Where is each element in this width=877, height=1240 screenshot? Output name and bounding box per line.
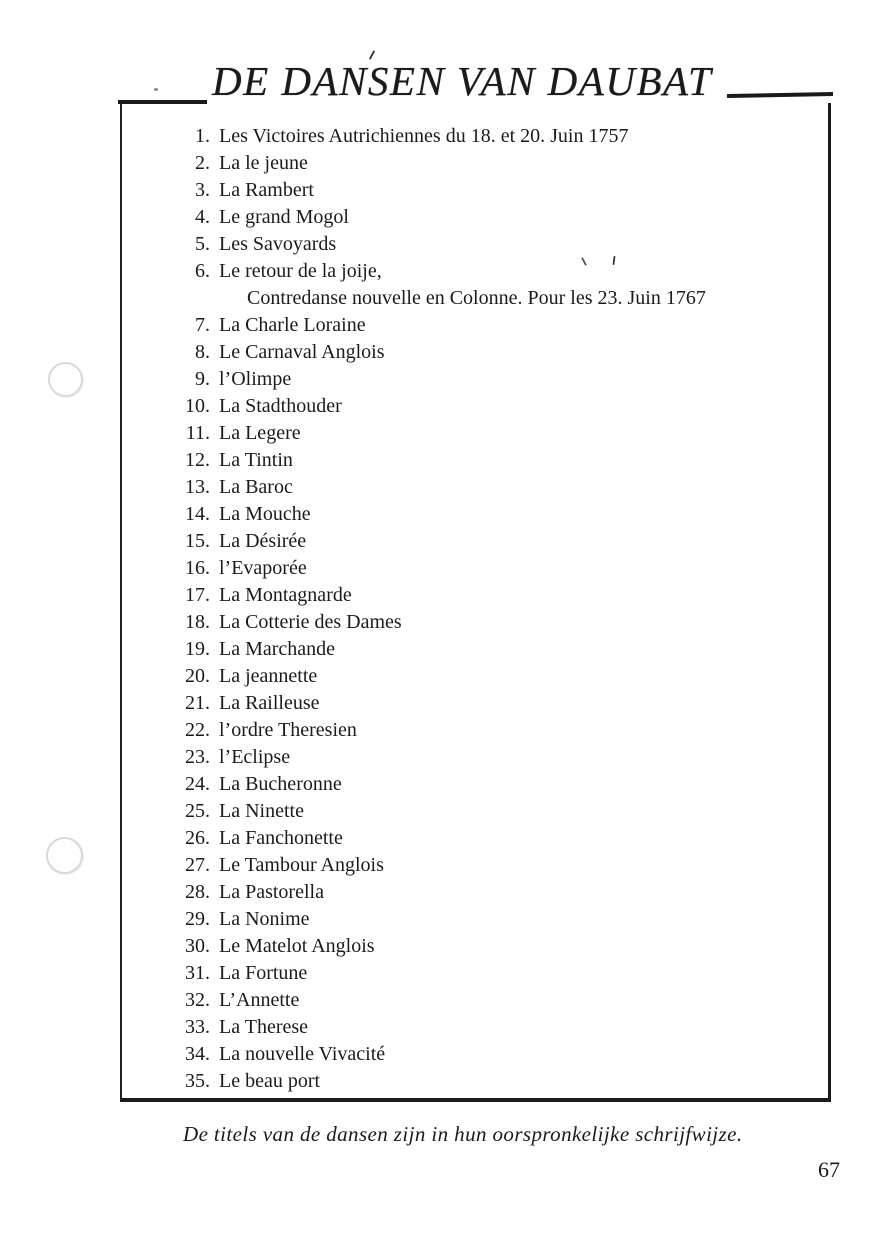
list-item: [172, 204, 828, 231]
list-item: [172, 123, 828, 150]
item-text: La Fanchonette: [219, 827, 343, 849]
item-text: La nouvelle Vivacité: [219, 1043, 386, 1065]
item-number: 8.: [195, 341, 210, 363]
list-item: [172, 501, 828, 528]
item-text: Le Carnaval Anglois: [219, 341, 385, 363]
list-item: [172, 1014, 828, 1041]
item-text: Les Victoires Autrichiennes du 18. et 20. Juin 1757: [219, 125, 629, 147]
item-number: 21.: [185, 692, 210, 714]
list-item: [172, 555, 828, 582]
item-number: 15.: [185, 530, 210, 552]
item-number: 9.: [195, 368, 210, 390]
item-number: 14.: [185, 503, 210, 525]
item-text: La Mouche: [219, 503, 311, 525]
list-item: [172, 609, 828, 636]
punch-hole-top: [48, 362, 83, 397]
list-item: [172, 987, 828, 1014]
list-item: [172, 879, 828, 906]
item-text: l’Evaporée: [219, 557, 307, 579]
item-number: 34.: [185, 1043, 210, 1065]
list-item: [172, 150, 828, 177]
item-number: 13.: [185, 476, 210, 498]
item-text: La Baroc: [219, 476, 293, 498]
item-text: La Pastorella: [219, 881, 324, 903]
title-rule-right: [727, 92, 833, 98]
dance-list: [122, 103, 828, 1095]
list-item: [172, 312, 828, 339]
list-item: [172, 393, 828, 420]
item-text: La Rambert: [219, 179, 314, 201]
item-number: 2.: [195, 152, 210, 174]
list-item: [172, 744, 828, 771]
item-text: La Tintin: [219, 449, 293, 471]
list-item: [172, 636, 828, 663]
footer-note: De titels van de dansen zijn in hun oorspronkelijke schrijfwijze.: [183, 1122, 743, 1146]
item-number: 17.: [185, 584, 210, 606]
item-text: Le Matelot Anglois: [219, 935, 375, 957]
item-text: l’Eclipse: [219, 746, 291, 768]
list-item: [172, 771, 828, 798]
list-item: [172, 528, 828, 555]
item-number: 3.: [195, 179, 210, 201]
punch-hole-bottom: [46, 837, 83, 874]
list-item: [172, 420, 828, 447]
list-item: [172, 825, 828, 852]
item-text: Les Savoyards: [219, 233, 337, 255]
item-number: 29.: [185, 908, 210, 930]
item-text: Le retour de la joije,: [219, 260, 382, 282]
item-number: 33.: [185, 1016, 210, 1038]
item-subtext: Contredanse nouvelle en Colonne. Pour les 23. Juin 1767: [247, 287, 706, 309]
item-text: La Montagnarde: [219, 584, 352, 606]
item-text: La le jeune: [219, 152, 308, 174]
item-text: Le Tambour Anglois: [219, 854, 384, 876]
item-text: l’ordre Theresien: [219, 719, 357, 741]
item-text: La Railleuse: [219, 692, 320, 714]
item-number: 24.: [185, 773, 210, 795]
item-text: La Nonime: [219, 908, 310, 930]
item-number: 22.: [185, 719, 210, 741]
item-text: La Charle Loraine: [219, 314, 366, 336]
list-item: [172, 798, 828, 825]
page-title: DE DANSEN VAN DAUBAT: [212, 58, 713, 104]
item-text: La Stadthouder: [219, 395, 342, 417]
item-number: 5.: [195, 233, 210, 255]
item-number: 30.: [185, 935, 210, 957]
list-item: [172, 960, 828, 987]
item-text: La Bucheronne: [219, 773, 342, 795]
item-number: 6.: [195, 260, 210, 282]
item-text: L’Annette: [219, 989, 300, 1011]
item-number: 4.: [195, 206, 210, 228]
item-number: 11.: [185, 422, 210, 444]
item-text: La Ninette: [219, 800, 304, 822]
list-item: [172, 258, 828, 285]
item-text: La Marchande: [219, 638, 336, 660]
item-text: La Cotterie des Dames: [219, 611, 402, 633]
item-number: 12.: [185, 449, 210, 471]
list-item: [172, 231, 828, 258]
item-number: 27.: [185, 854, 210, 876]
item-number: 35.: [185, 1070, 210, 1092]
item-number: 16.: [185, 557, 210, 579]
list-item: [172, 474, 828, 501]
dance-list-box: [120, 103, 831, 1102]
list-item: [172, 1041, 828, 1068]
item-text: Le grand Mogol: [219, 206, 349, 228]
list-item: [172, 366, 828, 393]
item-number: 25.: [185, 800, 210, 822]
item-number: 20.: [185, 665, 210, 687]
list-item: [172, 717, 828, 744]
list-item: [172, 177, 828, 204]
item-text: Le beau port: [219, 1070, 321, 1092]
list-item: [172, 582, 828, 609]
item-number: 19.: [185, 638, 210, 660]
list-item: [172, 447, 828, 474]
item-number: 26.: [185, 827, 210, 849]
list-item: [172, 906, 828, 933]
item-number: 23.: [185, 746, 210, 768]
item-text: La Legere: [219, 422, 301, 444]
item-text: l’Olimpe: [219, 368, 292, 390]
list-item: [172, 933, 828, 960]
list-item: [172, 1068, 828, 1095]
list-item: [172, 852, 828, 879]
item-text: La Désirée: [219, 530, 307, 552]
list-item: [172, 690, 828, 717]
page-number: 67: [818, 1157, 840, 1182]
list-item: [172, 663, 828, 690]
item-text: La Therese: [219, 1016, 309, 1038]
item-number: 28.: [185, 881, 210, 903]
item-number: 31.: [185, 962, 210, 984]
list-item: [172, 339, 828, 366]
item-number: 32.: [185, 989, 210, 1011]
item-number: 10.: [185, 395, 210, 417]
scan-artifact-dot: [154, 88, 158, 91]
item-text: La Fortune: [219, 962, 308, 984]
item-number: 1.: [195, 125, 210, 147]
item-number: 18.: [185, 611, 210, 633]
item-text: La jeannette: [219, 665, 318, 687]
item-number: 7.: [195, 314, 210, 336]
